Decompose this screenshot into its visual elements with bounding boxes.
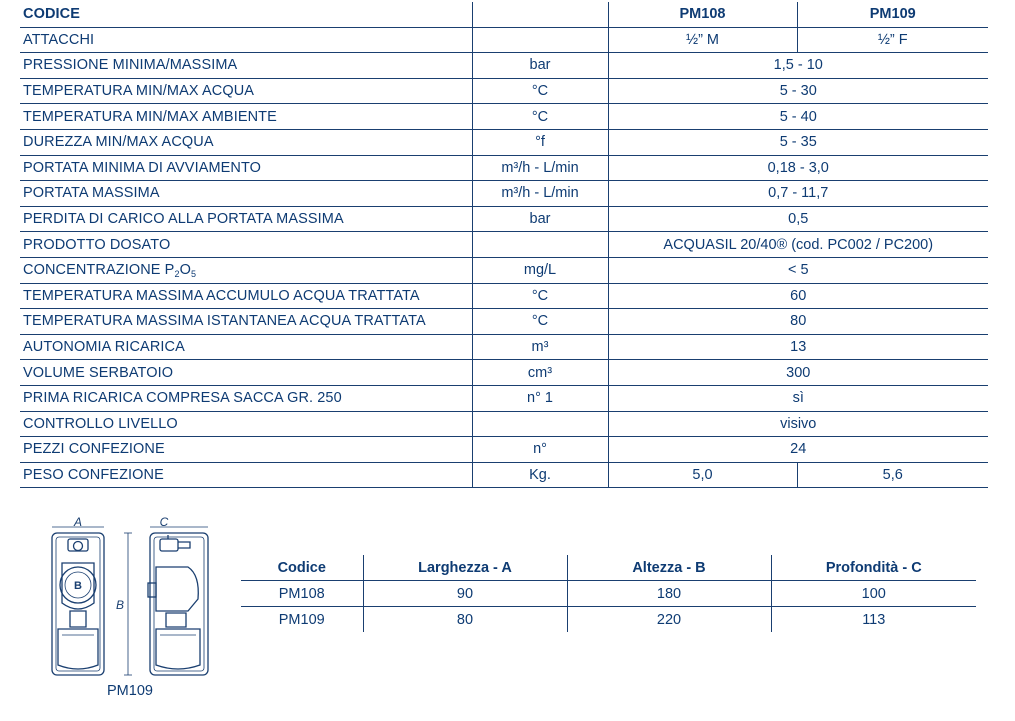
spec-row — [20, 437, 988, 463]
spec-unit: bar — [472, 53, 608, 79]
spec-unit: cm³ — [472, 360, 608, 386]
spec-value-pm108: 5,0 — [608, 462, 797, 488]
dimensions-header-height: Altezza - B — [567, 555, 771, 581]
spec-unit — [472, 411, 608, 437]
drawing-caption: PM109 — [107, 683, 153, 699]
spec-label: PERDITA DI CARICO ALLA PORTATA MASSIMA — [20, 206, 472, 232]
spec-value: 13 — [608, 334, 988, 360]
dimensions-table — [241, 555, 976, 632]
spec-label: PEZZI CONFEZIONE — [20, 437, 472, 463]
dimensions-code: PM108 — [241, 581, 363, 607]
spec-unit: m³/h - L/min — [472, 181, 608, 207]
spec-row — [20, 462, 988, 488]
spec-value-pm108: ½” M — [608, 27, 797, 53]
spec-label: CONTROLLO LIVELLO — [20, 411, 472, 437]
spec-label: PESO CONFEZIONE — [20, 462, 472, 488]
specifications-table — [20, 2, 988, 488]
spec-row — [20, 309, 988, 335]
spec-unit: bar — [472, 206, 608, 232]
dimensions-width: 90 — [363, 581, 567, 607]
spec-row — [20, 181, 988, 207]
dimensions-height: 180 — [567, 581, 771, 607]
spec-row — [20, 334, 988, 360]
front-view — [52, 533, 104, 675]
dimensions-row — [241, 581, 976, 607]
spec-row — [20, 104, 988, 130]
spec-value: sì — [608, 385, 988, 411]
spec-unit: m³ — [472, 334, 608, 360]
dimension-label-a: A — [73, 515, 83, 529]
spec-label-text: O — [179, 261, 191, 278]
side-view — [148, 533, 208, 675]
spec-label: TEMPERATURA MASSIMA ISTANTANEA ACQUA TRATTATA — [20, 309, 472, 335]
spec-value: 5 - 35 — [608, 129, 988, 155]
spec-row — [20, 232, 988, 258]
dimensions-width: 80 — [363, 607, 567, 633]
spec-unit: °C — [472, 78, 608, 104]
product-drawing — [40, 515, 215, 685]
spec-value: visivo — [608, 411, 988, 437]
dimensions-header-depth: Profondità - C — [771, 555, 976, 581]
dimensions-depth: 100 — [771, 581, 976, 607]
spec-label: TEMPERATURA MASSIMA ACCUMULO ACQUA TRATTATA — [20, 283, 472, 309]
spec-label: PRIMA RICARICA COMPRESA SACCA GR. 250 — [20, 385, 472, 411]
dimensions-code: PM109 — [278, 611, 325, 628]
spec-label-concentration — [20, 257, 472, 283]
spec-label-subscript: 5 — [190, 268, 197, 279]
dimensions-depth: 113 — [771, 607, 976, 633]
spec-label: PRESSIONE MINIMA/MASSIMA — [20, 53, 472, 79]
spec-header-pm108: PM108 — [608, 2, 797, 27]
spec-label: TEMPERATURA MIN/MAX ACQUA — [20, 78, 472, 104]
dimensions-header-code: Codice — [241, 555, 363, 581]
spec-unit: mg/L — [472, 257, 608, 283]
spec-label-subscript: 2 — [174, 268, 180, 279]
spec-row — [20, 283, 988, 309]
spec-unit: °C — [472, 283, 608, 309]
spec-header-pm109: PM109 — [797, 2, 988, 27]
spec-value: 5 - 40 — [608, 104, 988, 130]
spec-value: 1,5 - 10 — [608, 53, 988, 79]
gauge-logo: B — [74, 580, 82, 592]
spec-unit: n° — [472, 437, 608, 463]
spec-value: 60 — [608, 283, 988, 309]
spec-value-pm109: ½” F — [797, 27, 988, 53]
spec-unit: °f — [472, 129, 608, 155]
spec-label: DUREZZA MIN/MAX ACQUA — [20, 129, 472, 155]
spec-label: VOLUME SERBATOIO — [20, 360, 472, 386]
spec-value: 0,18 - 3,0 — [608, 155, 988, 181]
spec-value: 80 — [608, 309, 988, 335]
spec-label: PORTATA MASSIMA — [20, 181, 472, 207]
spec-row — [20, 27, 988, 53]
spec-header-label: CODICE — [20, 2, 472, 27]
spec-unit: Kg. — [472, 462, 608, 488]
spec-row — [20, 360, 988, 386]
spec-row — [20, 257, 988, 283]
spec-unit: m³/h - L/min — [472, 155, 608, 181]
spec-value: 0,5 — [608, 206, 988, 232]
spec-value: 300 — [608, 360, 988, 386]
spec-label: TEMPERATURA MIN/MAX AMBIENTE — [20, 104, 472, 130]
dimension-label-b: B — [115, 598, 125, 612]
spec-header-unit — [472, 2, 608, 27]
spec-label: ATTACCHI — [20, 27, 472, 53]
spec-row — [20, 411, 988, 437]
spec-value-pm109: 5,6 — [797, 462, 988, 488]
spec-value: ACQUASIL 20/40® (cod. PC002 / PC200) — [608, 232, 988, 258]
spec-unit: °C — [472, 309, 608, 335]
spec-unit — [472, 232, 608, 258]
spec-value: 24 — [608, 437, 988, 463]
spec-header-row — [20, 2, 988, 27]
spec-label: AUTONOMIA RICARICA — [20, 334, 472, 360]
dimensions-row — [241, 607, 976, 633]
spec-value: 5 - 30 — [608, 78, 988, 104]
spec-value: < 5 — [608, 257, 988, 283]
dimensions-header-row — [241, 555, 976, 581]
spec-unit — [472, 27, 608, 53]
spec-row — [20, 53, 988, 79]
dimensions-height: 220 — [567, 607, 771, 633]
dimension-label-c: C — [159, 515, 169, 529]
dimensions-header-width: Larghezza - A — [363, 555, 567, 581]
spec-label-text: CONCENTRAZIONE P — [23, 261, 175, 278]
spec-unit: n° 1 — [472, 385, 608, 411]
spec-label: PORTATA MINIMA DI AVVIAMENTO — [20, 155, 472, 181]
spec-unit: °C — [472, 104, 608, 130]
spec-row — [20, 78, 988, 104]
spec-row — [20, 155, 988, 181]
spec-row — [20, 385, 988, 411]
spec-row — [20, 129, 988, 155]
spec-value: 0,7 - 11,7 — [608, 181, 988, 207]
spec-row — [20, 206, 988, 232]
spec-label: PRODOTTO DOSATO — [20, 232, 472, 258]
